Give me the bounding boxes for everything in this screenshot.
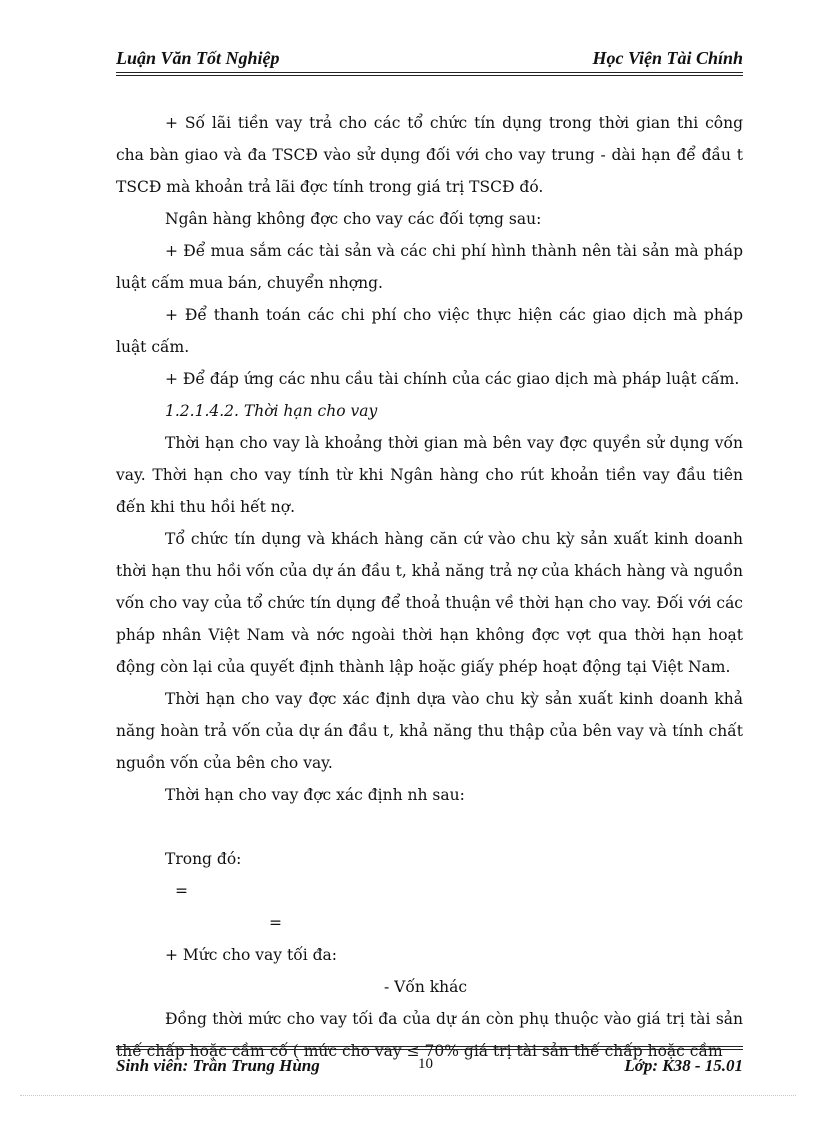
page-footer	[116, 1056, 743, 1078]
paragraph: Thời hạn cho vay đợc xác định dựa vào chu kỳ sản xuất kinh doanh khả năng hoàn trả vốn của dự án đầu t, khả năng thu thập của bên vay và tính chất nguồn vốn của bên cho vay.	[116, 690, 743, 772]
document-body	[116, 107, 743, 1067]
paragraph: + Mức cho vay tối đa:	[165, 946, 337, 964]
equation-line: =	[175, 882, 188, 900]
paragraph: + Để đáp ứng các nhu cầu tài chính của các giao dịch mà pháp luật cấm.	[165, 370, 740, 388]
paragraph: Thời hạn cho vay là khoảng thời gian mà bên vay đợc quyền sử dụng vốn vay. Thời hạn cho vay tính từ khi Ngân hàng cho rút khoản tiền vay đầu tiên đến khi thu hồi hết nợ.	[116, 434, 743, 516]
paragraph: Ngân hàng không đợc cho vay các đối tợng sau:	[165, 210, 542, 228]
paragraph: Tổ chức tín dụng và khách hàng căn cứ vào chu kỳ sản xuất kinh doanh thời hạn thu hồi vốn của dự án đầu t, khả năng trả nợ của khách hàng và nguồn vốn cho vay của tổ chức tín dụng để thoả thuận về thời hạn cho vay. Đối với các pháp nhân Việt Nam và nớc ngoài thời hạn không đợc vợt qua thời hạn hoạt động còn lại của quyết định thành lập hoặc giấy phép hoạt động tại Việt Nam.	[116, 530, 743, 676]
paragraph: + Số lãi tiền vay trả cho các tổ chức tín dụng trong thời gian thi công cha bàn giao và đa TSCĐ vào sử dụng đối với cho vay trung - dài hạn để đầu t TSCĐ mà khoản trả lãi đợc tính trong giá trị TSCĐ đó.	[116, 114, 743, 196]
page-edge-dotted-line	[20, 1095, 796, 1096]
header-right: Học Viện Tài Chính	[592, 48, 743, 68]
footer-student: Sinh viên: Trần Trung Hùng	[116, 1056, 320, 1075]
footer-rule	[116, 1046, 743, 1047]
paragraph: Thời hạn cho vay đợc xác định nh sau:	[165, 786, 465, 804]
section-heading: 1.2.1.4.2. Thời hạn cho vay	[165, 402, 378, 420]
formula-gap	[116, 811, 743, 843]
page-number: 10	[418, 1056, 433, 1072]
header-rule	[116, 72, 743, 73]
paragraph: Trong đó:	[165, 850, 242, 868]
header-rule-2	[116, 75, 743, 76]
paragraph: + Để mua sắm các tài sản và các chi phí hình thành nên tài sản mà pháp luật cấm mua bán, chuyển nhợng.	[116, 242, 743, 292]
equation-line: - Vốn khác	[384, 978, 468, 996]
paragraph: + Để thanh toán các chi phí cho việc thực hiện các giao dịch mà pháp luật cấm.	[116, 306, 743, 356]
header-left: Luận Văn Tốt Nghiệp	[116, 48, 280, 68]
footer-class: Lớp: K38 - 15.01	[624, 1056, 743, 1075]
page-header	[116, 48, 743, 70]
footer-rule-2	[116, 1049, 743, 1050]
equation-line: =	[269, 914, 282, 932]
paragraph: Đồng thời mức cho vay tối đa của dự án còn phụ thuộc vào giá trị tài sản thế chấp hoặc cầm cố ( mức cho vay ≤ 70% giá trị tài sản thế chấp hoặc cầm	[116, 1010, 743, 1060]
